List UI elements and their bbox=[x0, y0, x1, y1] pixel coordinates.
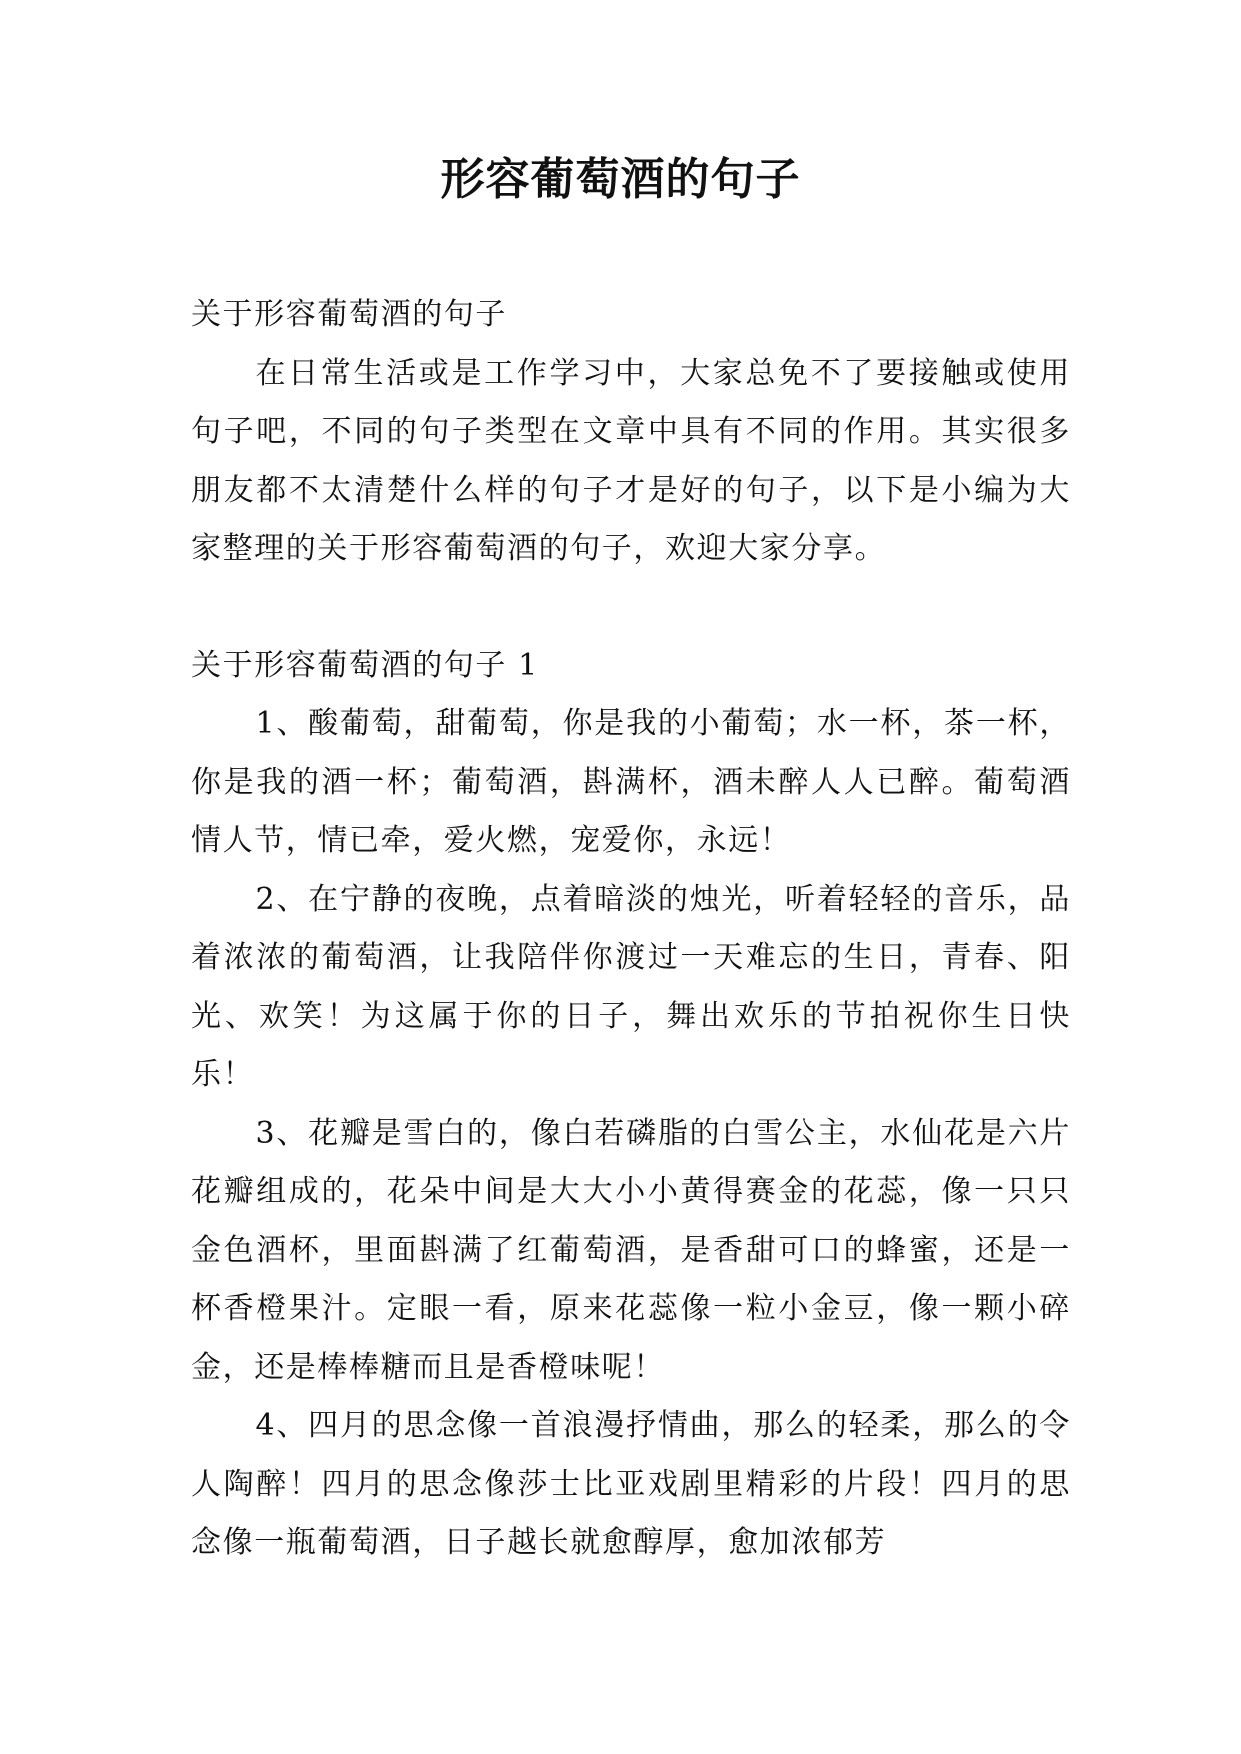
document-body bbox=[191, 286, 1071, 1573]
sentence-item: 2、在宁静的夜晚，点着暗淡的烛光，听着轻轻的音乐，品着浓浓的葡萄酒，让我陪伴你渡过一天难忘的生日，青春、阳光、欢笑！为这属于你的日子，舞出欢乐的节拍祝你生日快乐！ bbox=[191, 881, 1071, 1092]
intro-heading: 关于形容葡萄酒的句子 bbox=[191, 297, 507, 332]
section-spacer bbox=[191, 579, 1071, 637]
document-title: 形容葡萄酒的句子 bbox=[440, 154, 801, 205]
sentence-item: 3、花瓣是雪白的，像白若磷脂的白雪公主，水仙花是六片花瓣组成的，花朵中间是大大小小黄得赛金的花蕊，像一只只金色酒杯，里面斟满了红葡萄酒，是香甜可口的蜂蜜，还是一杯香橙果汁。定眼一看，原来花蕊像一粒小金豆，像一颗小碎金，还是棒棒糖而且是香橙味呢！ bbox=[191, 1115, 1071, 1385]
sentence-item: 1、酸葡萄，甜葡萄，你是我的小葡萄；水一杯，茶一杯，你是我的酒一杯；葡萄酒，斟满杯，酒未醉人人已醉。葡萄酒情人节，情已牵，爱火燃，宠爱你，永远！ bbox=[191, 706, 1071, 858]
sentence-item: 4、四月的思念像一首浪漫抒情曲，那么的轻柔，那么的令人陶醉！四月的思念像莎士比亚戏剧里精彩的片段！四月的思念像一瓶葡萄酒，日子越长就愈醇厚，愈加浓郁芳 bbox=[191, 1408, 1071, 1560]
intro-paragraph: 在日常生活或是工作学习中，大家总免不了要接触或使用句子吧，不同的句子类型在文章中具有不同的作用。其实很多朋友都不太清楚什么样的句子才是好的句子，以下是小编为大家整理的关于形容葡萄酒的句子，欢迎大家分享。 bbox=[191, 355, 1071, 566]
section-heading: 关于形容葡萄酒的句子 1 bbox=[191, 647, 539, 683]
